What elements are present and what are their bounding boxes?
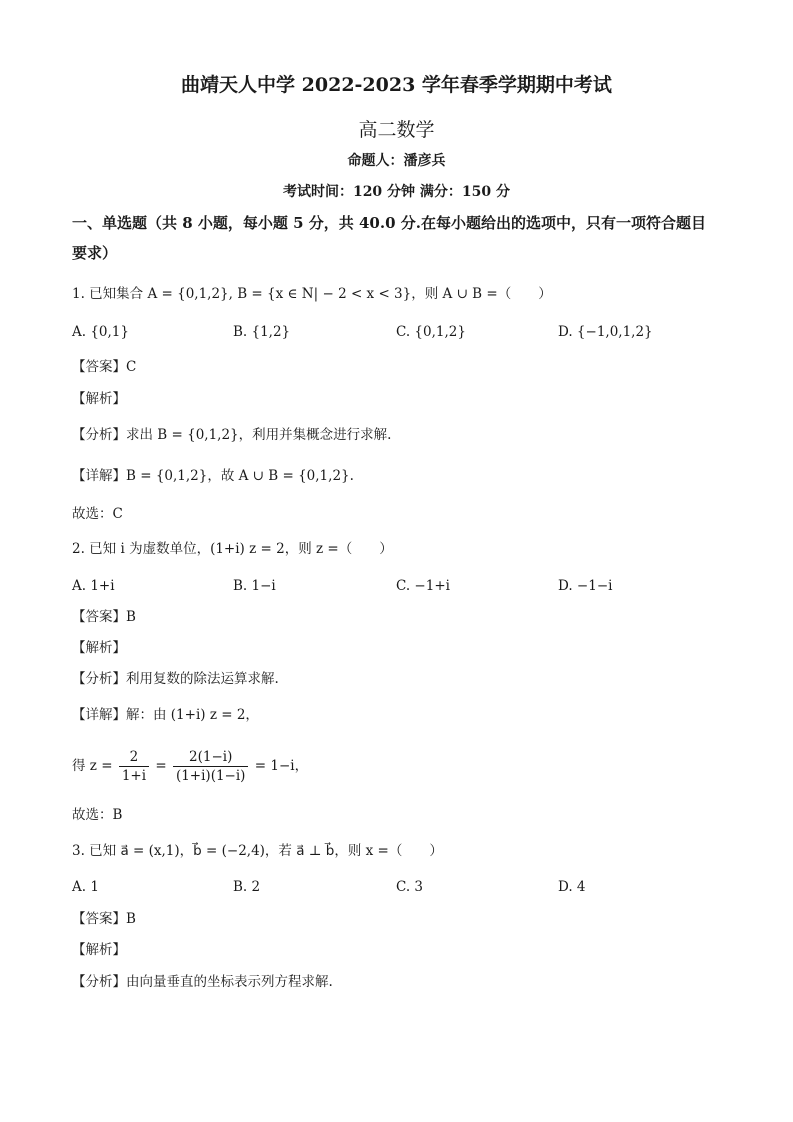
q3-analysis-tag: 【解析】 — [72, 942, 126, 958]
exam-title: 曲靖天人中学 2022-2023 学年春季学期期中考试 — [181, 74, 612, 96]
q3-answer: 【答案】B — [72, 911, 136, 927]
q2-derivation — [72, 746, 308, 786]
q1-stem: 1. 已知集合 A = {0,1,2}, B = {x ∈ N| − 2 < x < 3}，则 A ∪ B =（ ） — [72, 286, 552, 302]
q1-fenxi: 【分析】求出 B = {0,1,2}，利用并集概念进行求解. — [72, 427, 392, 443]
q2-frac1-denominator: 1+i — [121, 768, 147, 784]
section-heading-line2: 要求） — [72, 244, 118, 262]
section-heading-line1: 一、单选题（共 8 小题，每小题 5 分，共 40.0 分.在每小题给出的选项中，只有一项符合题目 — [72, 214, 706, 232]
q1-option-c: C. {0,1,2} — [396, 324, 466, 340]
q2-derive-prefix: 得 z = — [72, 758, 113, 774]
q2-frac1-numerator: 2 — [119, 748, 149, 767]
q3-fenxi: 【分析】由向量垂直的坐标表示列方程求解. — [72, 974, 333, 990]
q2-equals-sign: = — [155, 758, 167, 774]
q1-detail: 【详解】B = {0,1,2}，故 A ∪ B = {0,1,2}. — [72, 468, 354, 484]
exam-subject: 高二数学 — [358, 119, 435, 141]
q2-analysis-tag: 【解析】 — [72, 640, 126, 656]
exam-time-info: 考试时间：120 分钟 满分：150 分 — [282, 184, 511, 200]
q2-choose: 故选：B — [72, 807, 123, 823]
q1-option-d: D. {−1,0,1,2} — [558, 324, 653, 340]
q2-fenxi: 【分析】利用复数的除法运算求解. — [72, 671, 279, 687]
q3-option-c: C. 3 — [396, 879, 424, 895]
q2-option-d: D. −1−i — [558, 578, 613, 594]
exam-author: 命题人：潘彦兵 — [347, 153, 446, 169]
q3-option-a: A. 1 — [72, 879, 99, 895]
q1-choose: 故选：C — [72, 506, 123, 522]
q2-option-b: B. 1−i — [233, 578, 276, 594]
q2-answer: 【答案】B — [72, 609, 136, 625]
q2-fraction-1 — [119, 748, 149, 785]
q2-fraction-2 — [173, 748, 249, 785]
q2-stem: 2. 已知 i 为虚数单位，(1+i) z = 2，则 z =（ ） — [72, 541, 393, 557]
q2-option-a: A. 1+i — [72, 578, 115, 594]
q2-frac2-denominator: (1+i)(1−i) — [175, 768, 246, 784]
q2-option-c: C. −1+i — [396, 578, 450, 594]
q2-detail: 【详解】解：由 (1+i) z = 2， — [72, 707, 259, 723]
q1-option-b: B. {1,2} — [233, 324, 291, 340]
q3-stem: 3. 已知 a⃗ = (x,1)，b⃗ = (−2,4)，若 a⃗ ⊥ b⃗，则 x =（ ） — [72, 843, 443, 859]
q1-analysis-tag: 【解析】 — [72, 391, 126, 407]
q3-option-d: D. 4 — [558, 879, 586, 895]
q1-option-a: A. {0,1} — [72, 324, 129, 340]
q2-frac2-numerator: 2(1−i) — [173, 748, 249, 767]
q2-derive-suffix: = 1−i， — [254, 758, 309, 774]
q3-option-b: B. 2 — [233, 879, 261, 895]
q1-answer: 【答案】C — [72, 359, 137, 375]
